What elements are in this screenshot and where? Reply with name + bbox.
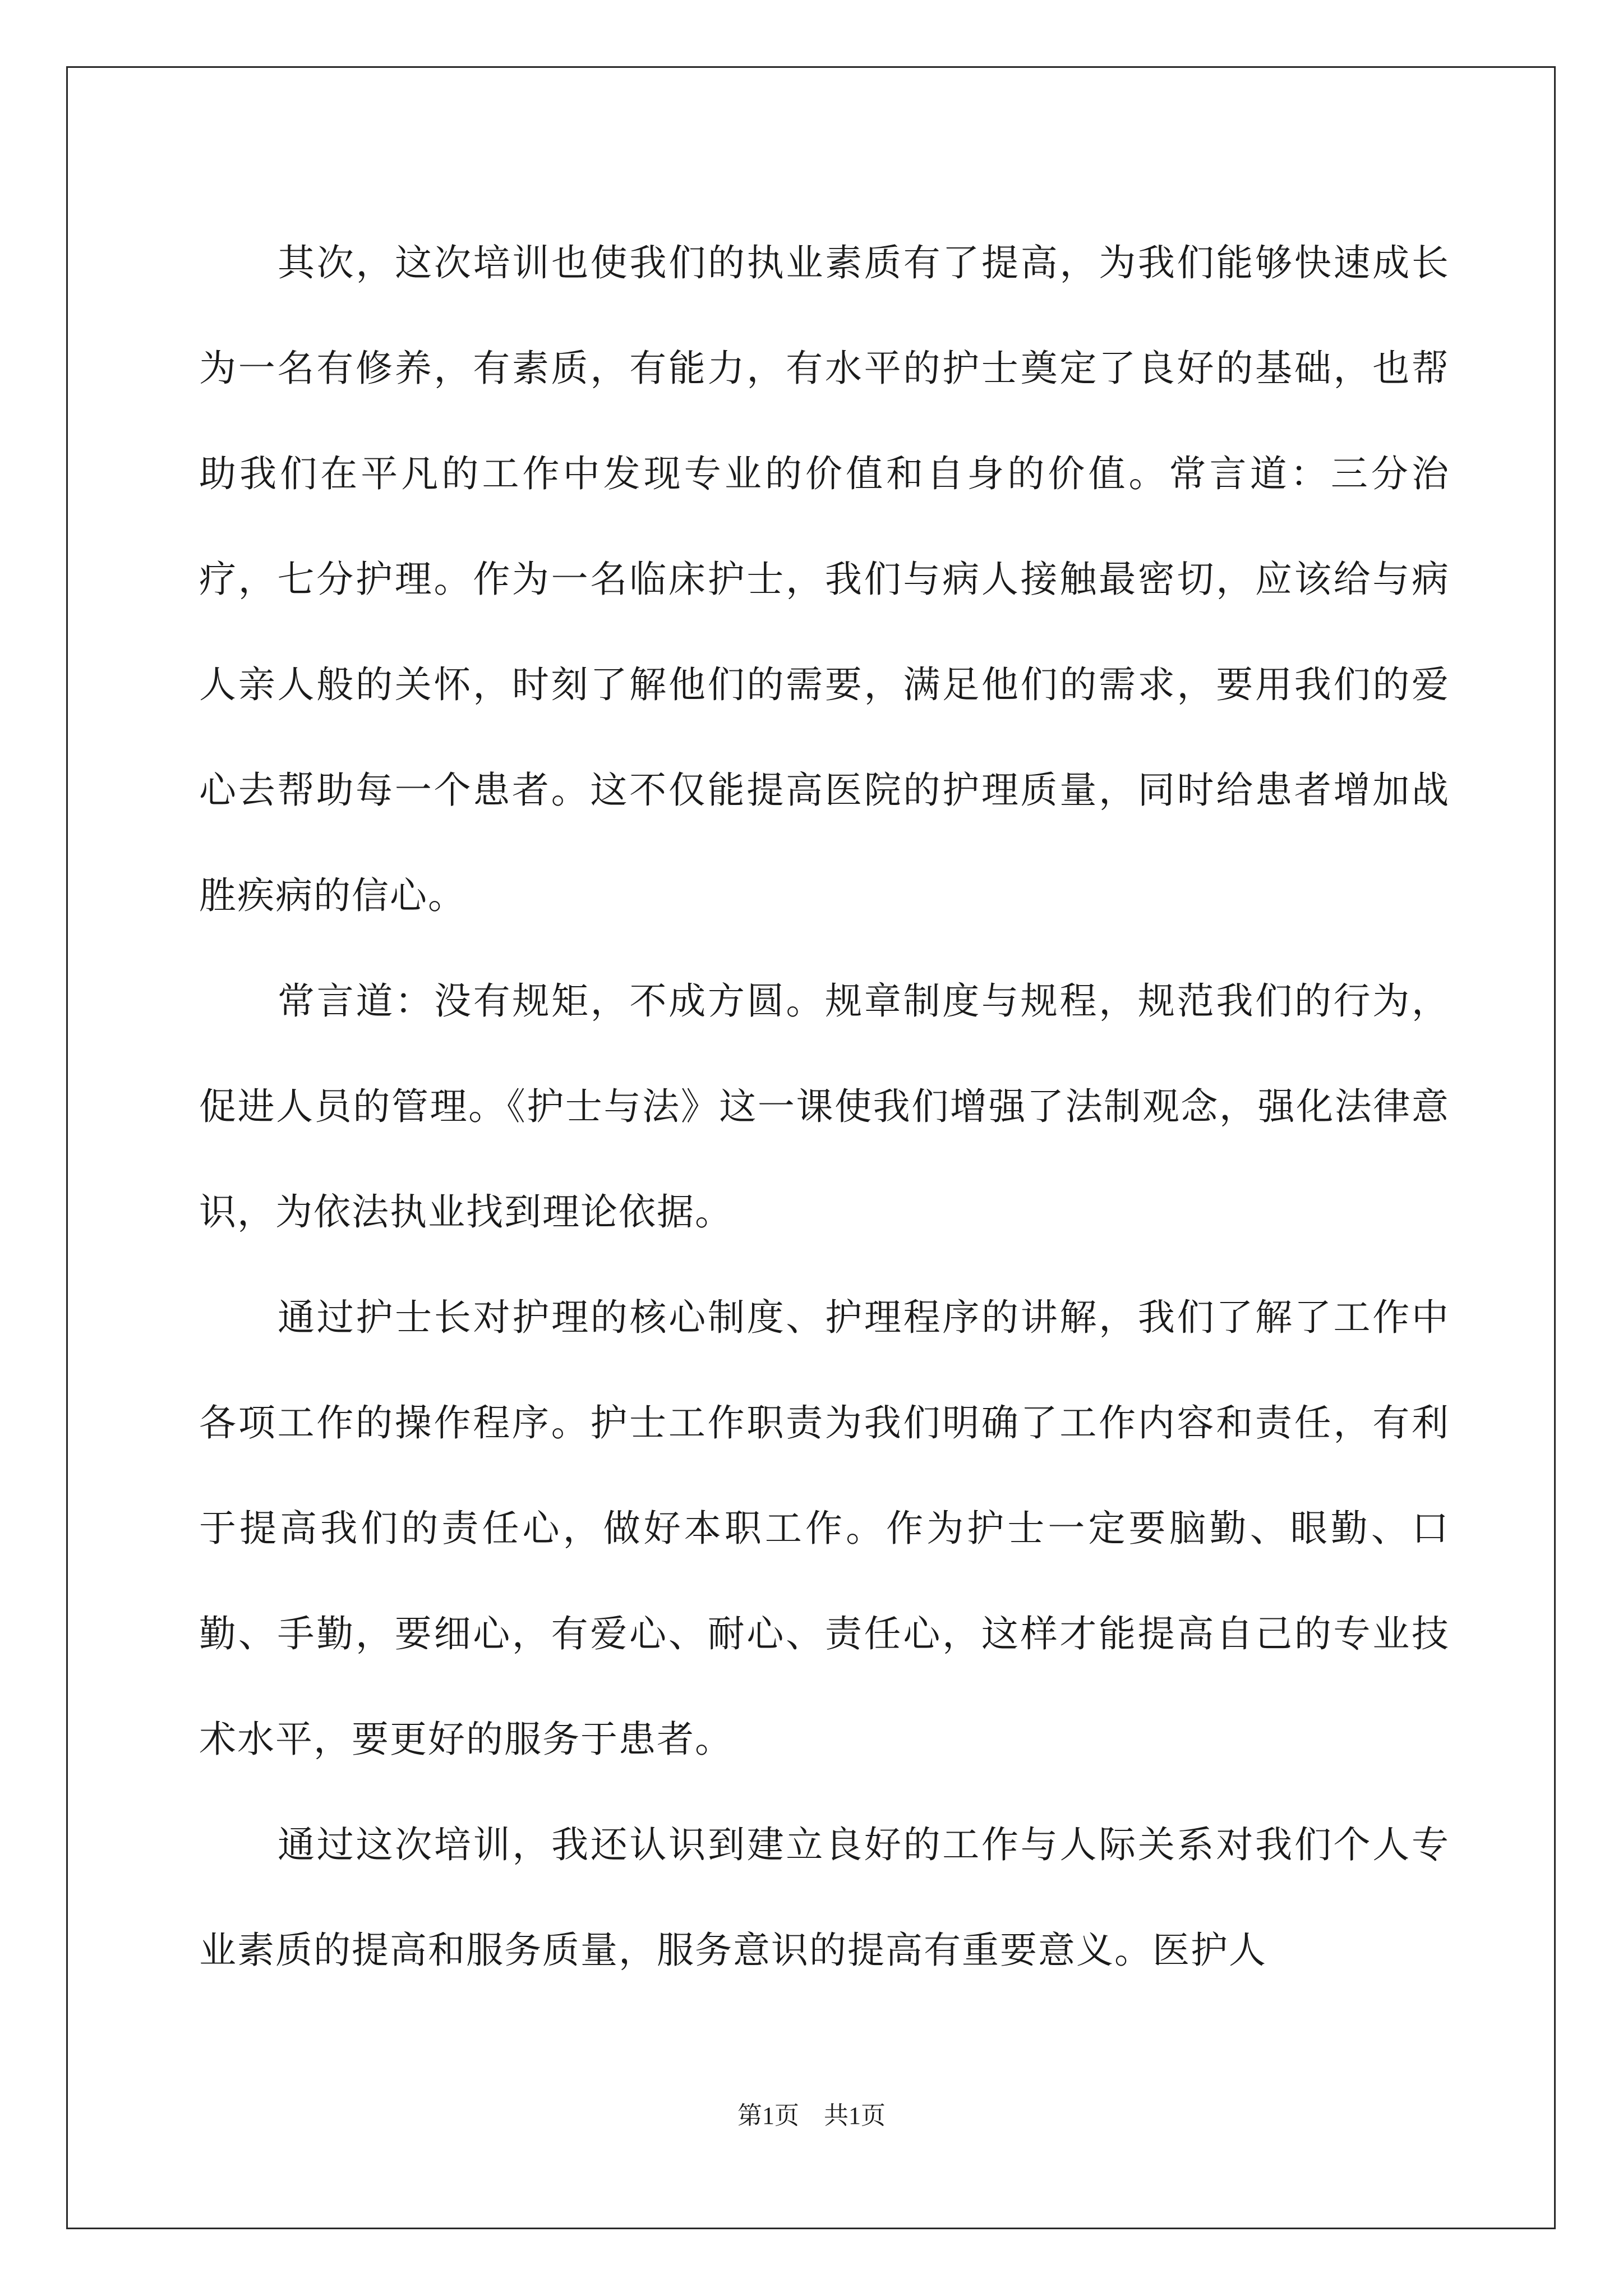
paragraph-2: 常言道：没有规矩，不成方圆。规章制度与规程，规范我们的行为，促进人员的管理。《护士与法》这一课使我们增强了法制观念，强化法律意识，为依法执业找到理论依据。: [199, 979, 1450, 1234]
document-body: [199, 210, 1450, 2003]
page-number-footer: 第1页 共1页: [737, 2102, 886, 2129]
paragraph-1: 其次，这次培训也使我们的执业素质有了提高，为我们能够快速成长为一名有修养，有素质，有能力，有水平的护士奠定了良好的基础，也帮助我们在平凡的工作中发现专业的价值和自身的价值。常言道：三分治疗，七分护理。作为一名临床护士，我们与病人接触最密切，应该给与病人亲人般的关怀，时刻了解他们的需要，满足他们的需求，要用我们的爱心去帮助每一个患者。这不仅能提高医院的护理质量，同时给患者增加战胜疾病的信心。: [199, 241, 1450, 917]
paragraph-3: 通过护士长对护理的核心制度、护理程序的讲解，我们了解了工作中各项工作的操作程序。护士工作职责为我们明确了工作内容和责任，有利于提高我们的责任心，做好本职工作。作为护士一定要脑勤、眼勤、口勤、手勤，要细心，有爱心、耐心、责任心，这样才能提高自己的专业技术水平，要更好的服务于患者。: [199, 1296, 1450, 1761]
paragraph-4: 通过这次培训，我还认识到建立良好的工作与人际关系对我们个人专业素质的提高和服务质量，服务意识的提高有重要意义。医护人: [199, 1823, 1450, 1972]
